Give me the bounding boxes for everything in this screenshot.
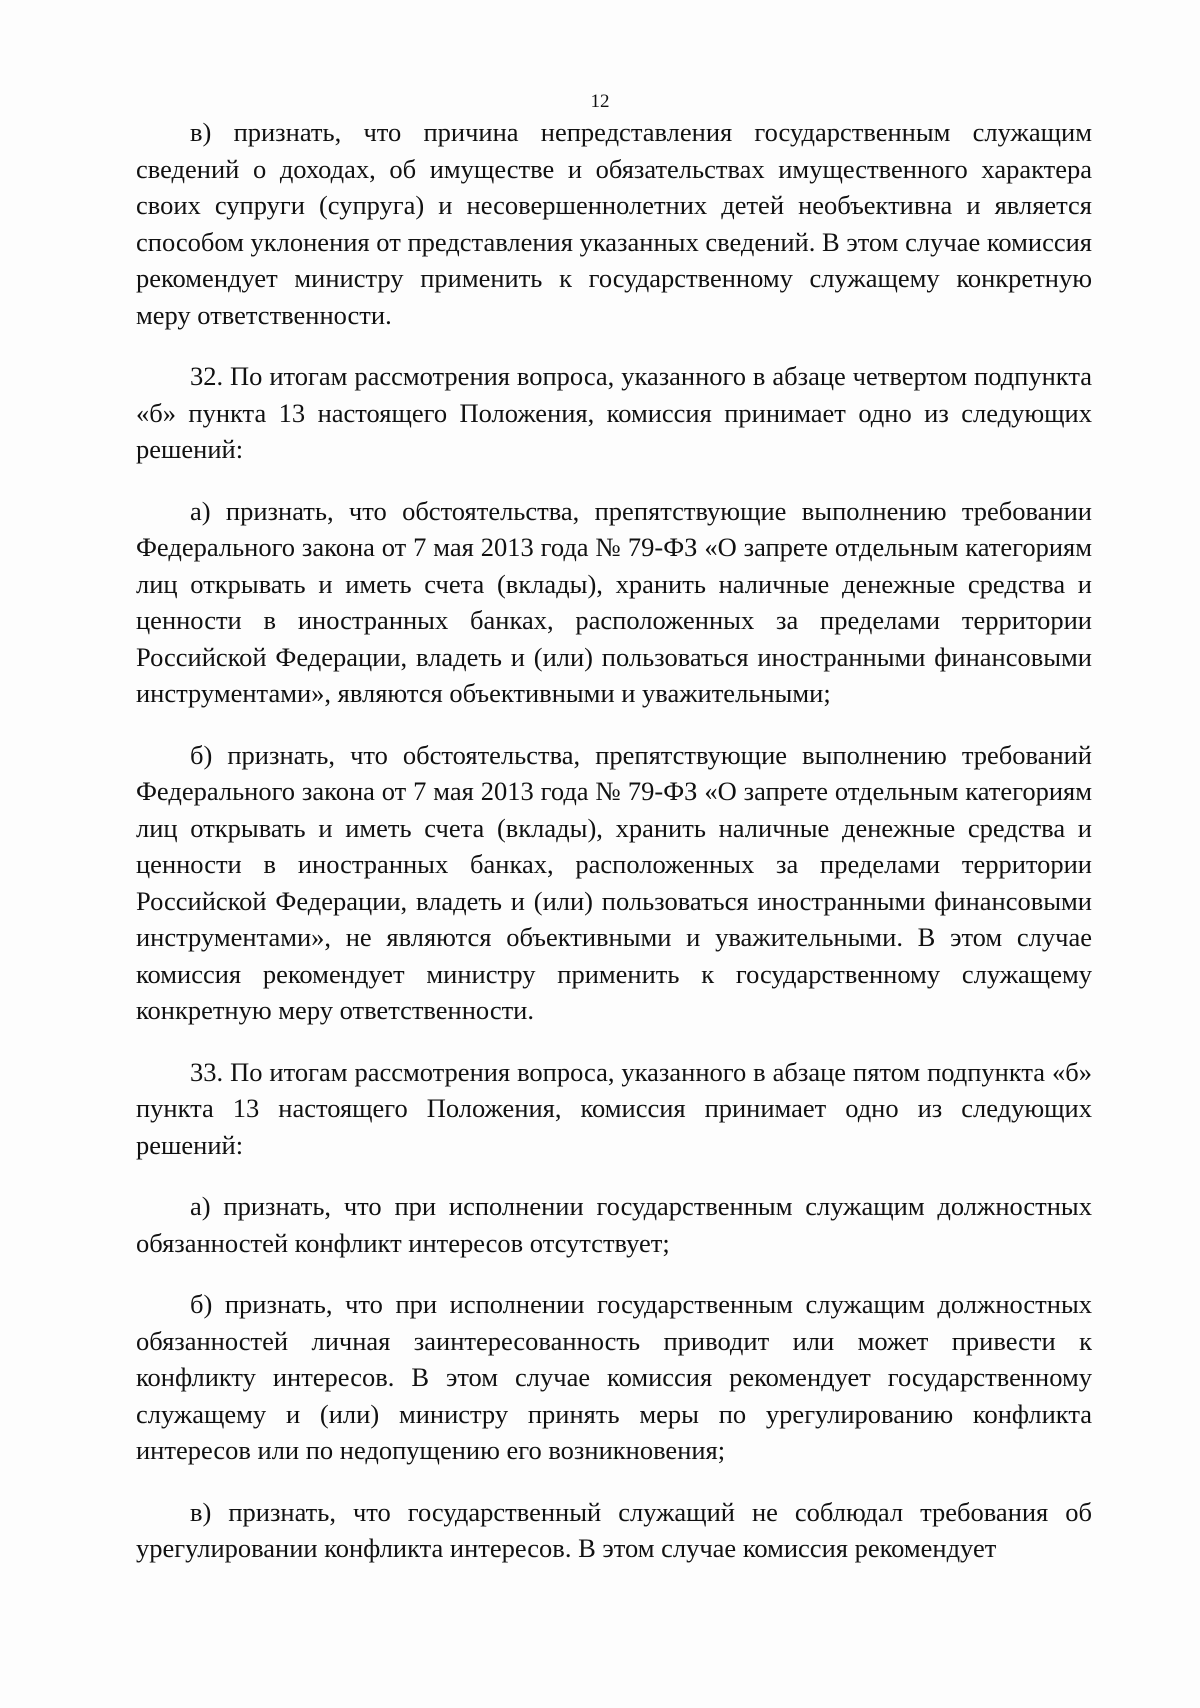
paragraph-33-a: а) признать, что при исполнении государственным служащим должностных обязанностей конфликт интересов отсутствует; bbox=[136, 1191, 1092, 1258]
paragraph-33-intro: 33. По итогам рассмотрения вопроса, указанного в абзаце пятом подпункта «б» пункта 13 настоящего Положения, комиссия принимает одно из следующих решений: bbox=[136, 1056, 1092, 1160]
document-body bbox=[136, 114, 1092, 1567]
paragraph-33-v: в) признать, что государственный служащий не соблюдал требования об урегулировании конфликта интересов. В этом случае комиссия рекомендует bbox=[136, 1496, 1092, 1563]
paragraph-32-intro: 32. По итогам рассмотрения вопроса, указанного в абзаце четвертом подпункта «б» пункта 13 настоящего Положения, комиссия принимает одно из следующих решений: bbox=[136, 361, 1092, 464]
paragraph-33-b: б) признать, что при исполнении государственным служащим должностных обязанностей личная заинтересованность приводит или может привести к конфликту интересов. В этом случае комиссия рекомендует государственному служащему и (или) министру принять меры по урегулированию конфликта интересов или по недопущению его возникновения; bbox=[136, 1289, 1092, 1465]
paragraph-31-v: в) признать, что причина непредставления государственным служащим сведений о доходах, об имуществе и обязательствах имущественного характера своих супруги (супруга) и несовершеннолетних детей необъективна и является способом уклонения от представления указанных сведений. В этом случае комиссия рекомендует министру применить к государственному служащему конкретную меру ответственности. bbox=[136, 117, 1092, 330]
page-number: 12 bbox=[590, 91, 610, 112]
paragraph-32-a: а) признать, что обстоятельства, препятствующие выполнению требовании Федерального закона от 7 мая 2013 года № 79-ФЗ «О запрете отдельным категориям лиц открывать и иметь счета (вклады), хранить наличные денежные средства и ценности в иностранных банках, расположенных за пределами территории Российской Федерации, владеть и (или) пользоваться иностранными финансовыми инструментами», являются объективными и уважительными; bbox=[136, 495, 1092, 708]
paragraph-32-b: б) признать, что обстоятельства, препятствующие выполнению требований Федерального закона от 7 мая 2013 года № 79-ФЗ «О запрете отдельным категориям лиц открывать и иметь счета (вклады), хранить наличные денежные средства и ценности в иностранных банках, расположенных за пределами территории Российской Федерации, владеть и (или) пользоваться иностранными финансовыми инструментами», не являются объективными и уважительными. В этом случае комиссия рекомендует министру применить к государственному служащему конкретную меру ответственности. bbox=[136, 739, 1092, 1025]
